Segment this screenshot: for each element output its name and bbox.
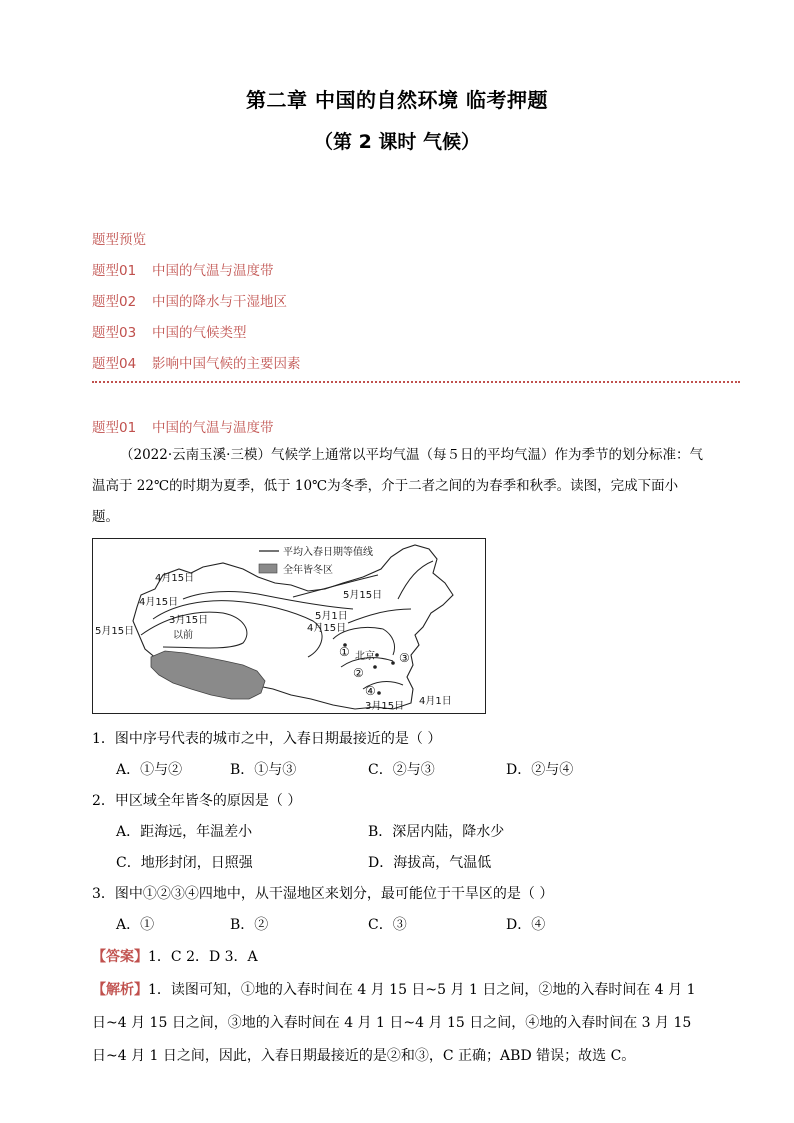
toc-item-code: 题型04 <box>92 356 137 372</box>
china-spring-onset-map <box>92 538 486 714</box>
question-2-option-c[interactable]: C．地形封闭，日照强 <box>116 855 253 871</box>
answer-tag: 【答案】 <box>92 949 148 965</box>
question-1-option-c[interactable]: C．②与③ <box>368 762 435 778</box>
toc-item-label: 中国的降水与干湿地区 <box>152 294 287 310</box>
toc-item[interactable] <box>92 352 301 383</box>
legend-line-label: 平均入春日期等值线 <box>283 547 373 558</box>
label-city-4: ④ <box>365 684 376 698</box>
question-1-stem: 1．图中序号代表的城市之中，入春日期最接近的是（ ） <box>92 731 442 747</box>
question-2-option-d[interactable]: D．海拔高，气温低 <box>368 855 492 871</box>
label-may1: 5月1日 <box>315 611 348 622</box>
question-1-option-d[interactable]: D．②与④ <box>506 762 574 778</box>
legend-area-label: 全年皆冬区 <box>283 565 333 576</box>
question-2-option-a[interactable]: A．距海远，年温差小 <box>116 824 253 840</box>
explanation-text: 1．读图可知，①地的入春时间在 4 月 15 日~5 月 1 日之间，②地的入春时间在 4 月 1 日~4 月 15 日之间，③地的入春时间在 4 月 1 日~4 月 15 日之间，④地的入春时间在 3 月 15 日~4 月 1 日之间，因此，入春日期最接近的是②和③，C 正确；ABD 错误；故选 C。 <box>92 982 696 1064</box>
answer-text: 1．C 2．D 3．A <box>148 949 258 965</box>
page-subtitle: （第 2 课时 气候） <box>313 131 481 153</box>
question-1-option-a[interactable]: A．①与② <box>116 762 183 778</box>
toc-item-code: 题型01 <box>92 263 137 279</box>
toc-item[interactable] <box>92 290 301 321</box>
label-mar15-s: 3月15日 <box>365 701 405 712</box>
question-3-option-c[interactable]: C．③ <box>368 917 407 933</box>
toc-item-label: 中国的气温与温度带 <box>152 263 274 279</box>
label-may15-ne: 5月15日 <box>343 590 383 601</box>
label-city-3: ③ <box>399 651 410 665</box>
toc-item-code: 题型03 <box>92 325 137 341</box>
question-3-option-b[interactable]: B．② <box>230 917 269 933</box>
toc-item-label: 中国的气候类型 <box>152 325 247 341</box>
map-graphic <box>93 539 485 713</box>
toc-item-code: 题型02 <box>92 294 137 310</box>
label-beijing: 北京 <box>355 651 375 662</box>
toc-heading: 题型预览 <box>92 232 146 248</box>
toc-item[interactable] <box>92 321 301 352</box>
city-dot <box>373 665 377 669</box>
question-2-option-b[interactable]: B．深居内陆，降水少 <box>368 824 505 840</box>
label-apr15-c: 4月15日 <box>307 623 347 634</box>
dotted-divider <box>92 381 740 383</box>
section-heading <box>92 416 274 436</box>
explanation-tag: 【解析】 <box>92 982 148 998</box>
label-city-1: ① <box>339 645 350 659</box>
label-city-2: ② <box>353 666 364 680</box>
legend-area-swatch <box>259 564 277 573</box>
question-3-option-a[interactable]: A．① <box>116 917 155 933</box>
beijing-dot <box>375 653 379 657</box>
question-3-stem: 3．图中①②③④四地中，从干湿地区来划分，最可能位于干旱区的是（ ） <box>92 886 554 902</box>
label-apr15-w: 4月15日 <box>139 597 179 608</box>
label-may15-w: 5月15日 <box>95 626 135 637</box>
city-dot <box>391 661 395 665</box>
section-code: 题型01 <box>92 420 137 436</box>
explanation <box>92 974 704 1073</box>
question-3-option-d[interactable]: D．④ <box>506 917 546 933</box>
label-apr15-nw: 4月15日 <box>155 573 195 584</box>
section-label: 中国的气温与温度带 <box>152 420 274 436</box>
question-1-option-b[interactable]: B．①与③ <box>230 762 297 778</box>
label-before: 以前 <box>173 630 193 641</box>
label-mar15-before: 3月15日 <box>169 615 209 626</box>
toc-item[interactable] <box>92 259 301 290</box>
label-apr1: 4月1日 <box>419 696 452 707</box>
question-intro: （2022·云南玉溪·三模）气候学上通常以平均气温（每５日的平均气温）作为季节的划分标准：气温高于 22℃的时期为夏季，低于 10℃为冬季，介于二者之间的为春季和秋季。读图，完成下面小题。 <box>92 447 703 525</box>
question-2-stem: 2．甲区域全年皆冬的原因是（ ） <box>92 793 302 809</box>
page-title: 第二章 中国的自然环境 临考押题 <box>246 88 548 112</box>
question-type-preview <box>92 228 301 383</box>
answer-line <box>92 946 258 966</box>
city-dot <box>377 691 381 695</box>
toc-item-label: 影响中国气候的主要因素 <box>152 356 301 372</box>
